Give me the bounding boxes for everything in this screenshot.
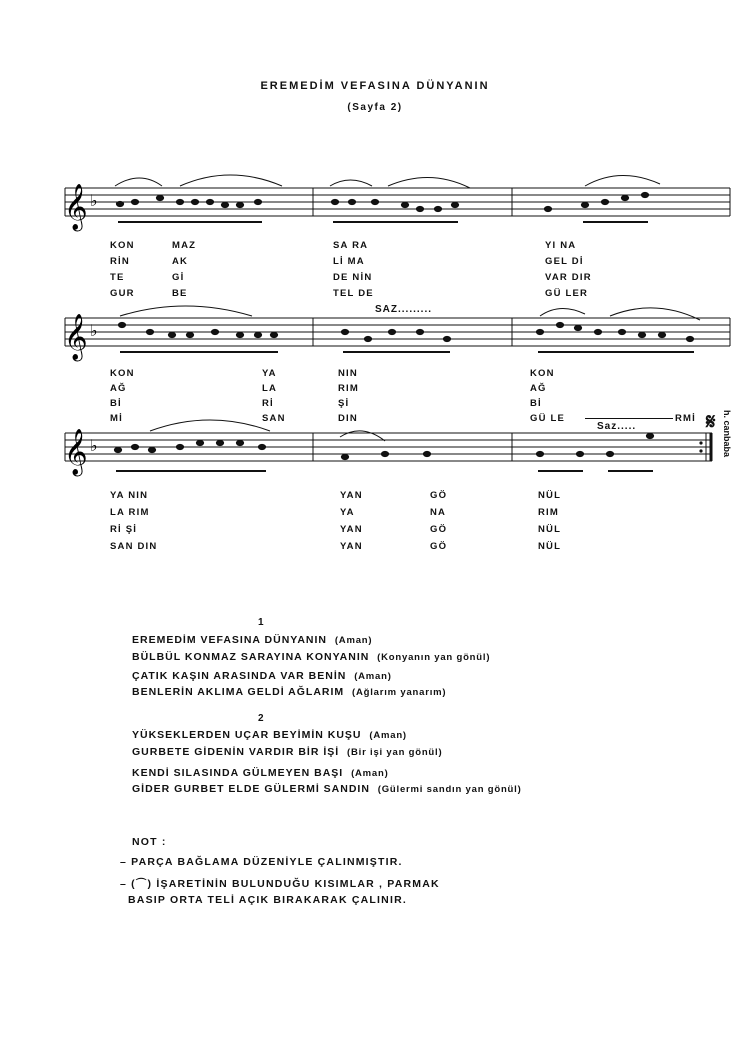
lyric: RİN xyxy=(110,256,130,267)
lyric: Bİ xyxy=(110,398,122,409)
lyric: Mİ xyxy=(110,413,123,424)
lyric: Gİ xyxy=(172,272,185,283)
lyric: LA RIM xyxy=(110,507,150,518)
verse-number: 2 xyxy=(258,713,264,724)
lyric: RMİ xyxy=(675,413,697,424)
saz-marking: Saz..... xyxy=(597,421,637,432)
lyric: NÜL xyxy=(538,541,562,552)
note-line: – (⌒) İŞARETİNİN BULUNDUĞU KISIMLAR , PARMAK xyxy=(120,878,440,890)
flat-icon: ♭ xyxy=(90,191,98,210)
verse-line: GURBETE GİDENİN VARDIR BİR İŞİ (Bir işi yan gönül) xyxy=(132,746,443,758)
lyric: KON xyxy=(530,368,555,379)
lyric: YI NA xyxy=(545,240,577,251)
verse-line: BENLERİN AKLIMA GELDİ AĞLARIM (Ağlarım yanarım) xyxy=(132,686,447,698)
lyric: SAN DIN xyxy=(110,541,158,552)
lyric: Şİ xyxy=(338,398,350,409)
verse-line: KENDİ SILASINDA GÜLMEYEN BAŞI (Aman) xyxy=(132,767,389,779)
treble-clef-icon: 𝄞 xyxy=(64,184,88,230)
notes-heading: NOT : xyxy=(132,836,167,848)
lyric: BE xyxy=(172,288,188,299)
lyric: GÖ xyxy=(430,524,448,535)
lyric: KON xyxy=(110,240,135,251)
lyric: AĞ xyxy=(530,383,547,394)
lyric: GÜ LE xyxy=(530,413,566,424)
note-line: – PARÇA BAĞLAMA DÜZENİYLE ÇALINMIŞTIR. xyxy=(120,856,403,868)
lyric: RIM xyxy=(338,383,360,394)
flat-icon: ♭ xyxy=(90,436,98,455)
lyric: AĞ xyxy=(110,383,127,394)
lyric: NIN xyxy=(338,368,358,379)
lyric: YAN xyxy=(340,524,363,535)
flat-icon: ♭ xyxy=(90,321,98,340)
treble-clef-icon: 𝄞 xyxy=(64,314,88,360)
lyric: GUR xyxy=(110,288,135,299)
note-line: BASIP ORTA TELİ AÇIK BIRAKARAK ÇALINIR. xyxy=(128,894,407,906)
lyric: SA RA xyxy=(333,240,369,251)
lyric: RIM xyxy=(538,507,560,518)
lyric: MAZ xyxy=(172,240,197,251)
lyric: TEL DE xyxy=(333,288,374,299)
page-subtitle: (Sayfa 2) xyxy=(347,102,403,113)
lyric: GÜ LER xyxy=(545,288,589,299)
treble-clef-icon: 𝄞 xyxy=(64,429,88,475)
lyric: NÜL xyxy=(538,524,562,535)
lyric: Lİ MA xyxy=(333,256,365,267)
lyric: YA NIN xyxy=(110,490,149,501)
verse-line: ÇATIK KAŞIN ARASINDA VAR BENİN (Aman) xyxy=(132,670,392,682)
staff-system-2 xyxy=(0,290,750,370)
arranger-signature: h. canbaba xyxy=(722,410,732,458)
lyric: YAN xyxy=(340,541,363,552)
lyric: DE NİN xyxy=(333,272,373,283)
lyric: YA xyxy=(262,368,277,379)
lyric: YAN xyxy=(340,490,363,501)
lyric: YA xyxy=(340,507,355,518)
lyric: DIN xyxy=(338,413,358,424)
lyric: AK xyxy=(172,256,189,267)
lyric: KON xyxy=(110,368,135,379)
lyric: GÖ xyxy=(430,541,448,552)
lyric: VAR DIR xyxy=(545,272,592,283)
song-title: EREMEDİM VEFASINA DÜNYANIN xyxy=(260,80,490,92)
lyric: NA xyxy=(430,507,447,518)
lyric: SAN xyxy=(262,413,286,424)
lyric: Bİ xyxy=(530,398,542,409)
saz-marking: SAZ......... xyxy=(375,304,433,315)
lyric: Rİ Şİ xyxy=(110,524,138,535)
lyric: GEL Dİ xyxy=(545,256,584,267)
segno-icon: 𝄋 xyxy=(706,409,716,434)
staff-system-3 xyxy=(0,405,750,490)
verse-line: EREMEDİM VEFASINA DÜNYANIN (Aman) xyxy=(132,634,373,646)
verse-line: BÜLBÜL KONMAZ SARAYINA KONYANIN (Konyanın yan gönül) xyxy=(132,651,491,663)
lyric: TE xyxy=(110,272,125,283)
lyric: Rİ xyxy=(262,398,274,409)
lyric: NÜL xyxy=(538,490,562,501)
verse-line: GİDER GURBET ELDE GÜLERMİ SANDIN (Gülermi sandın yan gönül) xyxy=(132,783,522,795)
lyric: GÖ xyxy=(430,490,448,501)
lyric: LA xyxy=(262,383,278,394)
staff-system-1 xyxy=(0,160,750,240)
verse-line: YÜKSEKLERDEN UÇAR BEYİMİN KUŞU (Aman) xyxy=(132,729,407,741)
verse-number: 1 xyxy=(258,617,264,628)
